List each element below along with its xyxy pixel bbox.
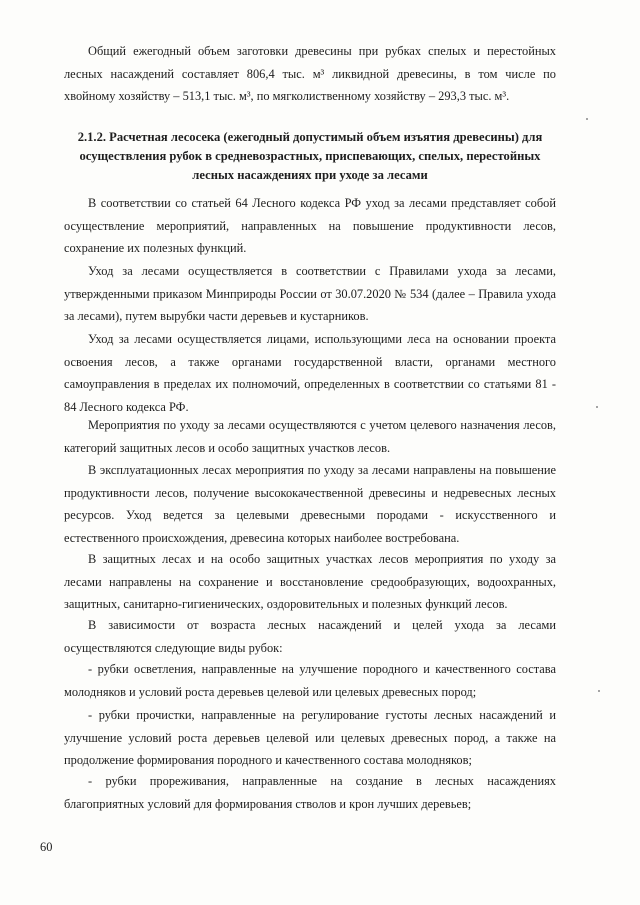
list-item-thinning-cutting: - рубки прореживания, направленные на создание в лесных насаждениях благоприятных условий для формирования стволов и крон лучших деревьев; [64,774,556,811]
paragraph-target-purpose: Мероприятия по уходу за лесами осуществляются с учетом целевого назначения лесов, категорий защитных лесов и особо защитных участков лесов. [64,418,556,455]
scan-speck [598,690,600,692]
paragraph-forest-code-art64: В соответствии со статьей 64 Лесного кодекса РФ уход за лесами представляет собой осуществление мероприятий, направленных на повышение продуктивности лесов, сохранение их полезных функций. [64,196,556,256]
scan-speck [596,406,598,408]
paragraph-care-rules: Уход за лесами осуществляется в соответствии с Правилами ухода за лесами, утвержденными приказом Минприроды России от 30.07.2020 № 534 (далее – Правила ухода за лесами), путем вырубки части деревьев и кустарников. [64,264,556,324]
paragraph-harvest-volume: Общий ежегодный объем заготовки древесины при рубках спелых и перестойных лесных насаждений составляет 806,4 тыс. м³ ликвидной древесины, в том числе по хвойному хозяйству – 513,1 тыс. м³, по мягколиственному хозяйству – 293,3 тыс. м³. [64,44,556,104]
list-item-cleaning-cutting: - рубки прочистки, направленные на регулирование густоты лесных насаждений и улучшение условий роста деревьев целевой или целевых древесных пород, а также на продолжение формирования породного и качественного состава молодняков; [64,708,556,768]
section-heading: 2.1.2. Расчетная лесосека (ежегодный допустимый объем изъятия древесины) для осуществления рубок в средневозрастных, приспевающих, спелых, перестойных лесных насаждениях при уходе за лесами [77,130,543,182]
page-number: 60 [40,840,53,854]
paragraph-cutting-types-intro: В зависимости от возраста лесных насаждений и целей ухода за лесами осуществляются следующие виды рубок: [64,618,556,655]
paragraph-exploitation-forests: В эксплуатационных лесах мероприятия по уходу за лесами направлены на повышение продуктивности лесов, получение высококачественной древесины и недревесных лесных ресурсов. Уход ведется за целевыми древесными породами - искусственного и естественного происхождения, древесина которых наиболее востребована. [64,463,556,545]
paragraph-performers: Уход за лесами осуществляется лицами, использующими леса на основании проекта освоения лесов, а также органами государственной власти, органами местного самоуправления в пределах их полномочий, определенных в соответствии со статьями 81 - 84 Лесного кодекса РФ. [64,332,556,414]
scan-speck [586,118,588,120]
paragraph-protective-forests: В защитных лесах и на особо защитных участках лесов мероприятия по уходу за лесами направлены на сохранение и восстановление средообразующих, водоохранных, защитных, санитарно-гигиенических, оздоровительных и полезных функций лесов. [64,552,556,612]
list-item-clarification-cutting: - рубки осветления, направленные на улучшение породного и качественного состава молодняков и условий роста деревьев целевой или целевых древесных пород; [64,662,556,699]
